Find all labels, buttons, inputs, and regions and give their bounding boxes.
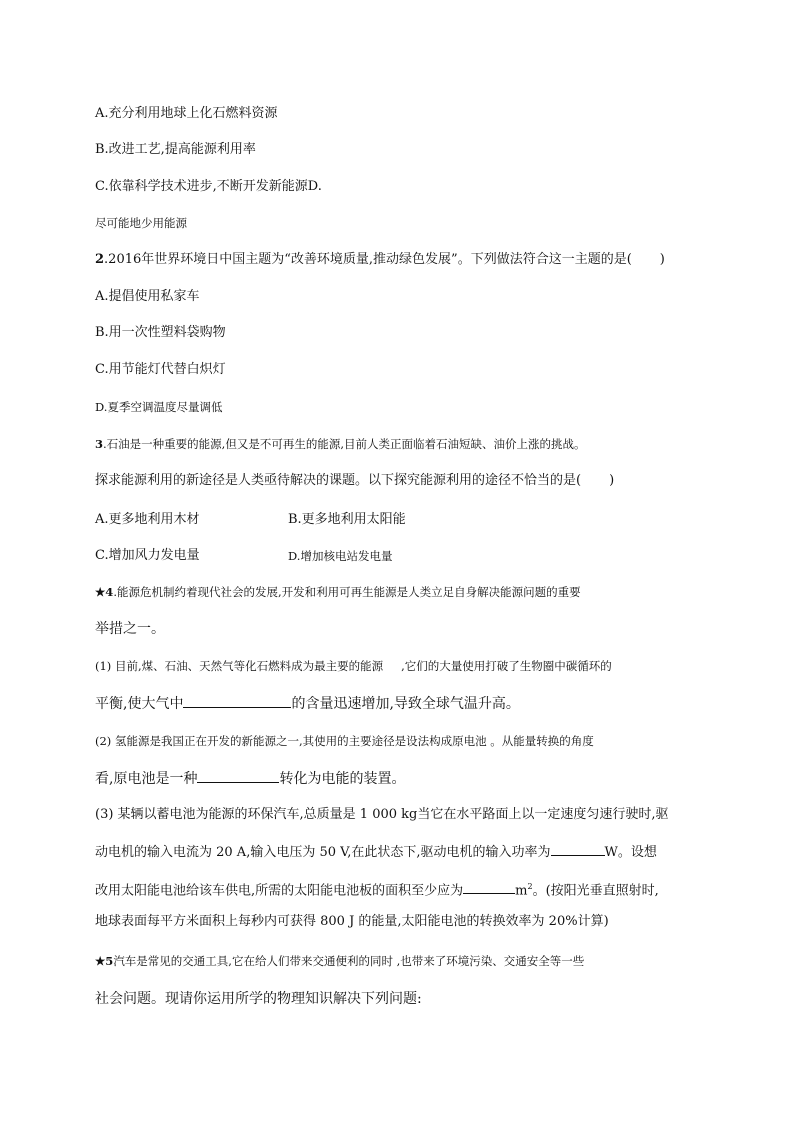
q3-option-d: D.增加核电站发电量 — [288, 549, 393, 563]
q3-options-row1 — [95, 511, 200, 529]
q5-line1-text: 汽车是常见的交通工具,它在给人们带来交通便利的同时 ,也带来了环境污染、交通安全等一些 — [113, 954, 585, 968]
answer-blank-4[interactable] — [463, 880, 515, 894]
q2-option-b: B.用一次性塑料袋购物 — [95, 325, 226, 340]
q5-line2: 社会问题。现请你运用所学的物理知识解决下列问题: — [95, 991, 422, 1007]
q4-p1-line2-prefix: 平衡,使大气中 — [95, 696, 184, 712]
q2-option-a: A.提倡使用私家车 — [95, 289, 200, 304]
q4-p3-line1: (3) 某辆以蓄电池为能源的环保汽车,总质量是 1 000 kg当它在水平路面上以一定速度匀速行驶时,驱 — [95, 807, 669, 822]
q2-number: 2 — [95, 252, 105, 267]
answer-blank-3[interactable] — [551, 842, 605, 856]
q1-option-d: 尽可能地少用能源 — [95, 216, 187, 230]
answer-blank-1[interactable] — [183, 694, 291, 708]
q4-p3-line3-prefix: 改用太阳能电池给该车供电,所需的太阳能电池板的面积至少应为 — [95, 883, 464, 899]
q4-p3-line2-prefix: 动电机的输入电流为 20 A,输入电压为 50 V,在此状态下,驱动电机的输入功率为 — [95, 845, 551, 860]
q3-close-paren: ) — [609, 473, 615, 488]
q3-option-c: C.增加风力发电量 — [95, 548, 200, 563]
q4-p3-line2-suffix: W。设想 — [604, 845, 657, 860]
q3-line1 — [95, 435, 585, 453]
q1-option-c: C.依靠科学技术进步,不断开发新能源D. — [95, 179, 322, 194]
q4-p3-unit-exponent: 2 — [527, 882, 533, 891]
q3-line1-text: .石油是一种重要的能源,但又是不可再生的能源,目前人类正面临着石油短缺、油价上涨的挑战。 — [103, 437, 586, 451]
q3-line2-text: 探求能源利用的新途径是人类亟待解决的课题。以下探究能源利用的途径不恰当的是( — [95, 473, 582, 488]
q4-line1 — [95, 583, 581, 601]
q4-line2: 举措之一。 — [95, 621, 165, 637]
q4-p3-line4: 地球表面每平方米面积上每秒内可获得 800 J 的能量,太阳能电池的转换效率为 20%计算) — [95, 914, 609, 929]
q4-p1-line1b-text: ,它们的大量使用打破了生物圈中碳循环的 — [401, 659, 612, 673]
q4-line1-text: .能源危机制约着现代社会的发展,开发和利用可再生能源是人类立足自身解决能源问题的重要 — [113, 585, 581, 599]
q2-stem-text: .2016年世界环境日中国主题为“改善环境质量,推动绿色发展”。下列做法符合这一主题的是( — [104, 252, 632, 267]
q4-p1-line2-suffix: 的含量迅速增加,导致全球气温升高。 — [291, 696, 520, 712]
q3-option-a: A.更多地利用木材 — [95, 512, 200, 527]
q5-star-number: ★5 — [95, 954, 114, 968]
q4-star-number: ★4 — [95, 585, 114, 599]
q3-line2 — [95, 472, 614, 490]
q3-option-b: B.更多地利用太阳能 — [288, 512, 406, 527]
q4-p2-line2 — [95, 769, 405, 788]
q2-stem — [95, 251, 665, 269]
q4-p1-line2 — [95, 694, 520, 713]
q5-line1 — [95, 952, 584, 970]
q4-p3-line2 — [95, 842, 657, 862]
q4-p3-line3-suffix: 。(按阳光垂直照射时, — [532, 883, 659, 899]
q4-p1-line1 — [95, 657, 612, 675]
answer-blank-2[interactable] — [197, 769, 279, 783]
q2-close-paren: ) — [659, 252, 665, 267]
q1-option-a: A.充分利用地球上化石燃料资源 — [95, 106, 278, 121]
q4-p2-line2-suffix: 转化为电能的装置。 — [279, 771, 406, 787]
q4-p2-line1: (2) 氢能源是我国正在开发的新能源之一,其使用的主要途径是设法构成原电池 。从能量转换的角度 — [95, 734, 594, 748]
q3-number: 3 — [95, 437, 104, 451]
q2-option-d: D.夏季空调温度尽量调低 — [95, 400, 223, 414]
q4-p3-unit: m — [515, 883, 528, 899]
q4-p2-line2-prefix: 看,原电池是一种 — [95, 771, 198, 787]
q4-p3-line3 — [95, 878, 659, 900]
q2-option-c: C.用节能灯代替白炽灯 — [95, 362, 226, 377]
q1-option-b: B.改进工艺,提高能源利用率 — [95, 142, 256, 157]
q4-p1-line1-text: (1) 目前,煤、石油、天然气等化石燃料成为最主要的能源 — [95, 659, 384, 673]
